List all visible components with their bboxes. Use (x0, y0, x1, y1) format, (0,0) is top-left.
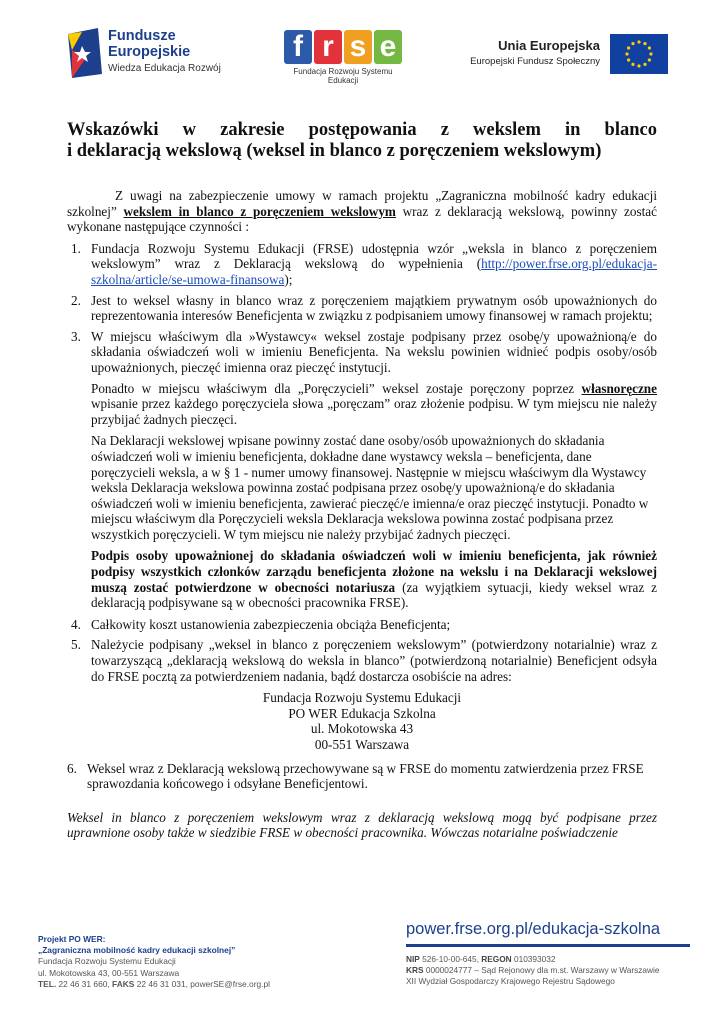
intro-emphasis: wekslem in blanco z poręczeniem wekslowym (123, 203, 396, 219)
frse-letter-s: s (344, 30, 372, 64)
regon-label: REGON (481, 954, 512, 964)
fundusze-europejskie-logo (68, 26, 228, 82)
list-item-5 (67, 637, 657, 684)
item-5-text: Należycie podpisany „weksel in blanco z poręczeniem wekslowym” (potwierdzony notarialnie) wraz z towarzyszącą „deklaracją wekslową do weksla in blanco” (potwierdzoną notarialnie) Beneficjent odsyła do FRSE pocztą za potwierdzeniem nadania, bądź dostarcza osobiście na adres: (91, 637, 657, 684)
item-3-paragraph-2 (67, 381, 657, 428)
eu-star-icon (631, 42, 634, 45)
footer-court: XII Wydział Gospodarczy Krajowego Rejestru Sądowego (406, 976, 615, 987)
item-3-p2-emphasis: własnoręczne (581, 380, 657, 396)
fe-flag-icon (68, 28, 102, 78)
footer-org: Fundacja Rozwoju Systemu Edukacji (38, 956, 176, 967)
nip-label: NIP (406, 954, 420, 964)
eu-logo (460, 34, 670, 80)
mailing-address (67, 690, 657, 752)
footer-address: ul. Mokotowska 43, 00-551 Warszawa (38, 967, 180, 978)
eu-star-icon (627, 58, 630, 61)
fax-label: FAKS (112, 978, 135, 989)
instructions-list (67, 241, 657, 376)
eu-star-icon (649, 52, 652, 55)
item-3-text: W miejscu właściwym dla »Wystawcy« weksel zostaje podpisany przez osobę/y upoważnioną/e do składania oświadczeń woli w imieniu Beneficjenta. Na wekslu powinien widnieć podpis osoby/osób upoważnionych, pieczęć imienna oraz pieczęć instytucji. (91, 328, 657, 375)
list-item-1 (67, 241, 657, 288)
eu-star-icon (637, 40, 640, 43)
item-number: 4. (71, 616, 81, 632)
footer-krs (406, 965, 696, 976)
footer-registry (406, 954, 696, 988)
intro-paragraph (67, 188, 657, 235)
item-number: 3. (71, 328, 81, 344)
list-item-2 (67, 293, 657, 324)
list-item-3 (67, 329, 657, 376)
eu-logo-text (460, 38, 600, 67)
document-title (67, 120, 657, 162)
address-line-1: Fundacja Rozwoju Systemu Edukacji (262, 690, 462, 706)
item-2-text: Jest to weksel własny in blanco wraz z poręczeniem majątkiem prywatnym osób upoważnionych do reprezentowania interesów Beneficjenta w związku z podpisaniem umowy finansowej w ramach projektu; (91, 292, 657, 324)
frse-logo-subtitle: Fundacja Rozwoju Systemu Edukacji (293, 67, 393, 85)
intro-after: wraz z deklaracją wekslową, powinny zostać wykonane następujące czynności : (67, 203, 658, 235)
eu-star-icon (631, 63, 634, 66)
eu-star-icon (627, 46, 630, 49)
fe-logo-line3: Wiedza Edukacja Rozwój (108, 63, 221, 74)
intro-before: Z uwagi na zabezpieczenie umowy w ramach projektu „Zagraniczna mobilność kadry edukacji szkolnej” (67, 188, 657, 219)
regon-value: 010393032 (513, 954, 556, 964)
eu-logo-line2: Europejski Fundusz Społeczny (470, 56, 600, 67)
address-line-4: 00-551 Warszawa (314, 737, 410, 752)
eu-star-icon (648, 46, 651, 49)
fe-logo-text (108, 28, 221, 74)
title-line-1: Wskazówki w zakresie postępowania z wekslem in blanco (67, 120, 657, 140)
notary-exception: (za wyjątkiem sytuacji, kiedy weksel wraz z deklaracją podpisywane są w obecności pracownika FRSE). (91, 579, 658, 611)
eu-star-icon (637, 64, 640, 67)
footer-phone-line (38, 979, 338, 990)
item-3-p2-before: Ponadto w miejscu właściwym dla „Poręczycieli” weksel zostaje poręczony poprzez (91, 380, 575, 396)
item-number: 2. (71, 292, 81, 308)
closing-note: Weksel in blanco z poręczeniem wekslowym wraz z deklaracją wekslową mogą być podpisane przez uprawnione osoby także w siedzibie FRSE w obecności pracownika. Wówczas notarialne poświadczenie (67, 809, 657, 841)
krs-value: 0000024777 – Sąd Rejonowy dla m.st. Warszawy w Warszawie (425, 965, 660, 976)
eu-logo-line1: Unia Europejska (498, 38, 600, 53)
fe-logo-line1: Fundusze (108, 28, 176, 44)
nip-value: 526-10-00-645, (422, 954, 479, 964)
item-3-paragraph-4 (67, 548, 657, 610)
footer-contact (38, 934, 338, 990)
item-4-text: Całkowity koszt ustanowienia zabezpieczenia obciąża Beneficjenta; (91, 616, 451, 632)
instructions-list-continued (67, 617, 657, 684)
frse-letter-f: f (284, 30, 312, 64)
page-footer (0, 918, 725, 1018)
eu-star-icon (643, 42, 646, 45)
umowa-finansowa-link[interactable]: http://power.frse.org.pl/edukacja-szkolna/article/se-umowa-finansowa (91, 256, 657, 287)
frse-wordmark (278, 30, 408, 64)
tel-value: 22 46 31 660, (58, 978, 110, 989)
address-line-2: PO WER Edukacja Szkolna (288, 705, 436, 721)
footer-website-url[interactable]: power.frse.org.pl/edukacja-szkolna (406, 920, 661, 938)
frse-letter-r: r (314, 30, 342, 64)
footer-divider (406, 944, 690, 947)
krs-label: KRS (406, 965, 424, 976)
item-1-end: ); (284, 271, 293, 287)
frse-letter-e: e (374, 30, 402, 64)
item-number: 5. (71, 637, 81, 653)
fe-logo-line2: Europejskie (108, 44, 191, 60)
page-header (0, 0, 725, 95)
frse-logo (278, 30, 408, 84)
item-number: 1. (71, 240, 81, 256)
item-3-p2-after: wpisanie przez każdego poręczyciela słowa „poręczam” oraz złożenie podpisu. W tym miejscu nie należy przybijać żadnych pieczęci. (91, 396, 657, 427)
document-body (67, 120, 657, 841)
fax-value: 22 46 31 031, powerSE@frse.org.pl (136, 978, 270, 989)
item-6-text: Weksel wraz z Deklaracją wekslową przechowywane są w FRSE do momentu zatwierdzenia przez FRSE sprawozdania końcowego i odsyłane Beneficjentowi. (87, 760, 644, 792)
address-line-3: ul. Mokotowska 43 (310, 721, 414, 737)
title-line-2: i deklaracją wekslową (weksel in blanco z poręczeniem wekslowym) (67, 141, 602, 161)
tel-label: TEL. (38, 978, 57, 989)
footer-project-name: „Zagraniczna mobilność kadry edukacji szkolnej” (38, 945, 236, 956)
list-item-4 (67, 617, 657, 633)
eu-flag-icon (610, 34, 668, 74)
item-number: 6. (67, 760, 77, 776)
eu-star-icon (643, 63, 646, 66)
notary-requirement: Podpis osoby upoważnionej do składania oświadczeń woli w imieniu beneficjenta, jak również podpisy wszystkich członków zarządu beneficjenta złożone na wekslu i na Deklaracji wekslowej muszą zostać potwierdzone w obecności notariusza (91, 548, 657, 595)
footer-project-label: Projekt PO WER: (38, 934, 106, 944)
list-item-6 (67, 761, 657, 792)
item-1-text: Fundacja Rozwoju Systemu Edukacji (FRSE) udostępnia wzór „weksla in blanco z poręczeniem wekslowym” wraz z Deklaracją wekslową do wypełnienia ( (91, 240, 657, 272)
item-3-paragraph-3: Na Deklaracji wekslowej wpisane powinny zostać dane osoby/osób upoważnionych do składania oświadczeń woli w imieniu beneficjenta, dokładne dane wystawcy weksla – beneficjenta, dane poręczycieli weksla, a w § 1 - numer umowy finansowej. Następnie w miejscu właściwym dla Wystawcy weksla Deklaracja wekslowa powinna zostać podpisana przez osobę/y upoważnioną/e do składania oświadczeń woli w imieniu beneficjenta, zawierać pieczęć/e imienna/e oraz pieczęć instytucji. Ponadto w miejscu właściwym dla Poręczycieli weksla Deklaracja wekslowa powinna zostać podpisana przez wszystkich poręczycieli. W tym miejscu nie należy przybijać żadnych pieczęci. (91, 433, 649, 542)
footer-nip-regon (406, 954, 696, 965)
eu-star-icon (648, 58, 651, 61)
eu-star-icon (625, 52, 628, 55)
